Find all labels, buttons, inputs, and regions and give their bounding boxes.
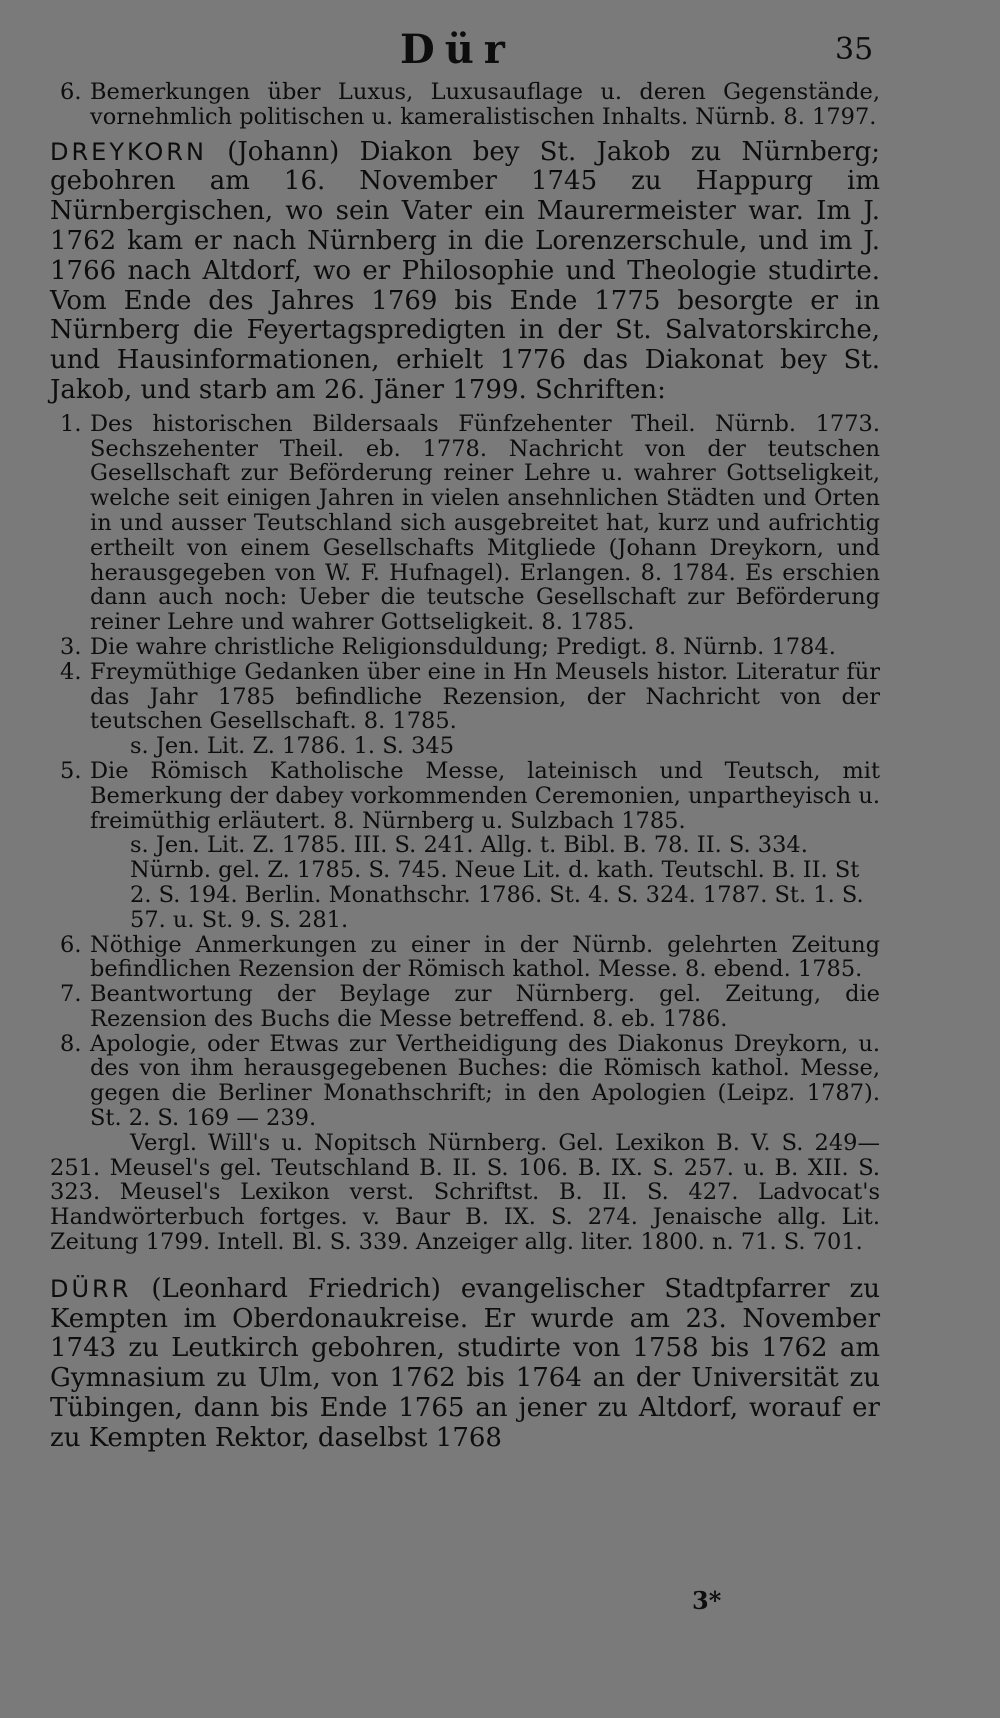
- list-item: [50, 80, 880, 130]
- entry-heading: [50, 138, 880, 406]
- item-number: 6.: [60, 931, 82, 958]
- item-text: Freymüthige Gedanken über eine in Hn Meusels histor. Literatur für das Jahr 1785 befindliche Rezension, der Nachricht von der teutschen Gesellschaft. 8. 1785.: [90, 658, 880, 735]
- signature-mark: 3*: [692, 1586, 722, 1615]
- reference-note: s. Jen. Lit. Z. 1786. 1. S. 345: [130, 733, 455, 760]
- item-text: Die Römisch Katholische Messe, lateinisch und Teutsch, mit Bemerkung der dabey vorkommenden Ceremonien, unpartheyisch u. freimüthig erläutert. 8. Nürnberg u. Sulzbach 1785.: [90, 757, 880, 834]
- entry-dreykorn: [50, 138, 880, 1255]
- list-item: [50, 759, 880, 833]
- list-item: [50, 933, 880, 983]
- item-text: Bemerkungen über Luxus, Luxusauflage u. deren Gegenstände, vornehmlich politischen u. kameralistischen Inhalts. Nürnb. 8. 1797.: [90, 79, 880, 130]
- list-item: [50, 982, 880, 1032]
- item-text: Apologie, oder Etwas zur Vertheidigung des Diakonus Dreykorn, u. des von ihm herausgegebenen Buches: die Römisch kathol. Messe, gegen die Berliner Monathschrift; in den Apologien (Leipz. 1787). St. 2. S. 169 — 239.: [90, 1030, 880, 1132]
- item-number: 3.: [60, 633, 82, 660]
- item-number: 1.: [60, 410, 82, 437]
- page-body: [50, 80, 880, 1460]
- page-number: 35: [835, 32, 874, 67]
- page-header: [0, 22, 1000, 72]
- entry-heading: [50, 1275, 880, 1454]
- entry-text: (Johann) Diakon bey St. Jakob zu Nürnberg; gebohren am 16. November 1745 zu Happurg im Nürnbergischen, wo sein Vater ein Maurermeister war. Im J. 1762 kam er nach Nürnberg in die Lorenzerschule, und im J. 1766 nach Altdorf, wo er Philosophie und Theologie studirte. Vom Ende des Jahres 1769 bis Ende 1775 besorgte er in Nürnberg die Feyertagspredigten in der St. Salvatorskirche, und Hausinformationen, erhielt 1776 das Diakonat bey St. Jakob, und starb am 26. Jäner 1799. Schriften:: [50, 136, 880, 405]
- list-item: [50, 635, 880, 660]
- running-head: Dür: [400, 26, 515, 73]
- entry-duerr: [50, 1275, 880, 1454]
- item-text: Nöthige Anmerkungen zu einer in der Nürnb. gelehrten Zeitung befindlichen Rezension der Römisch kathol. Messe. 8. ebend. 1785.: [90, 931, 880, 983]
- item-text: Beantwortung der Beylage zur Nürnberg. gel. Zeitung, die Rezension des Buchs die Messe betreffend. 8. eb. 1786.: [90, 981, 880, 1032]
- entry-text: (Leonhard Friedrich) evangelischer Stadtpfarrer zu Kempten im Oberdonaukreise. Er wurde am 23. November 1743 zu Leutkirch gebohren, studirte von 1758 bis 1762 am Gymnasium zu Ulm, von 1762 bis 1764 an der Universität zu Tübingen, dann bis Ende 1765 an jener zu Altdorf, worauf er zu Kempten Rektor, daselbst 1768: [50, 1273, 881, 1453]
- references-paragraph: Vergl. Will's u. Nopitsch Nürnberg. Gel. Lexikon B. V. S. 249—251. Meusel's gel. Teutschland B. II. S. 106. B. IX. S. 257. u. B. XII. S. 323. Meusel's Lexikon verst. Schriftst. B. II. S. 427. Ladvocat's Handwörterbuch fortges. v. Baur B. IX. S. 274. Jenaische allg. Lit. Zeitung 1799. Intell. Bl. S. 339. Anzeiger allg. liter. 1800. n. 71. S. 701.: [50, 1129, 880, 1256]
- reference-note: s. Jen. Lit. Z. 1785. III. S. 241. Allg. t. Bibl. B. 78. II. S. 334. Nürnb. gel. Z. 1785. S. 745. Neue Lit. d. kath. Teutschl. B. II. St 2. S. 194. Berlin. Monathschr. 1786. St. 4. S. 324. 1787. St. 1. S. 57. u. St. 9. S. 281.: [130, 832, 864, 933]
- item-number: 8.: [60, 1030, 82, 1057]
- entry-name: DÜRR: [50, 1274, 132, 1303]
- item-text: Des historischen Bildersaals Fünfzehenter Theil. Nürnb. 1773. Sechszehenter Theil. eb. 1778. Nachricht von der teutschen Gesellschaft zur Beförderung reiner Lehre u. wahrer Gottseligkeit, welche seit einigen Jahren in vielen ansehnlichen Städten und Orten in und ausser Teutschland sich ausgebreitet hat, kurz und aufrichtig ertheilt von einem Gesellschafts Mitgliede (Johann Dreykorn, und herausgegeben von W. F. Hufnagel). Erlangen. 8. 1784. Es erschien dann auch noch: Ueber die teutsche Gesellschaft zur Beförderung reiner Lehre und wahrer Gottseligkeit. 8. 1785.: [90, 410, 880, 636]
- item-number: 5.: [60, 757, 82, 784]
- list-item: [50, 1032, 880, 1131]
- entry-name: DREYKORN: [50, 137, 207, 166]
- item-text: Die wahre christliche Religionsduldung; Predigt. 8. Nürnb. 1784.: [90, 633, 836, 660]
- list-item: [50, 660, 880, 734]
- item-number: 6.: [60, 79, 82, 105]
- item-number: 4.: [60, 658, 82, 685]
- list-item: [50, 412, 880, 635]
- item-number: 7.: [60, 981, 82, 1008]
